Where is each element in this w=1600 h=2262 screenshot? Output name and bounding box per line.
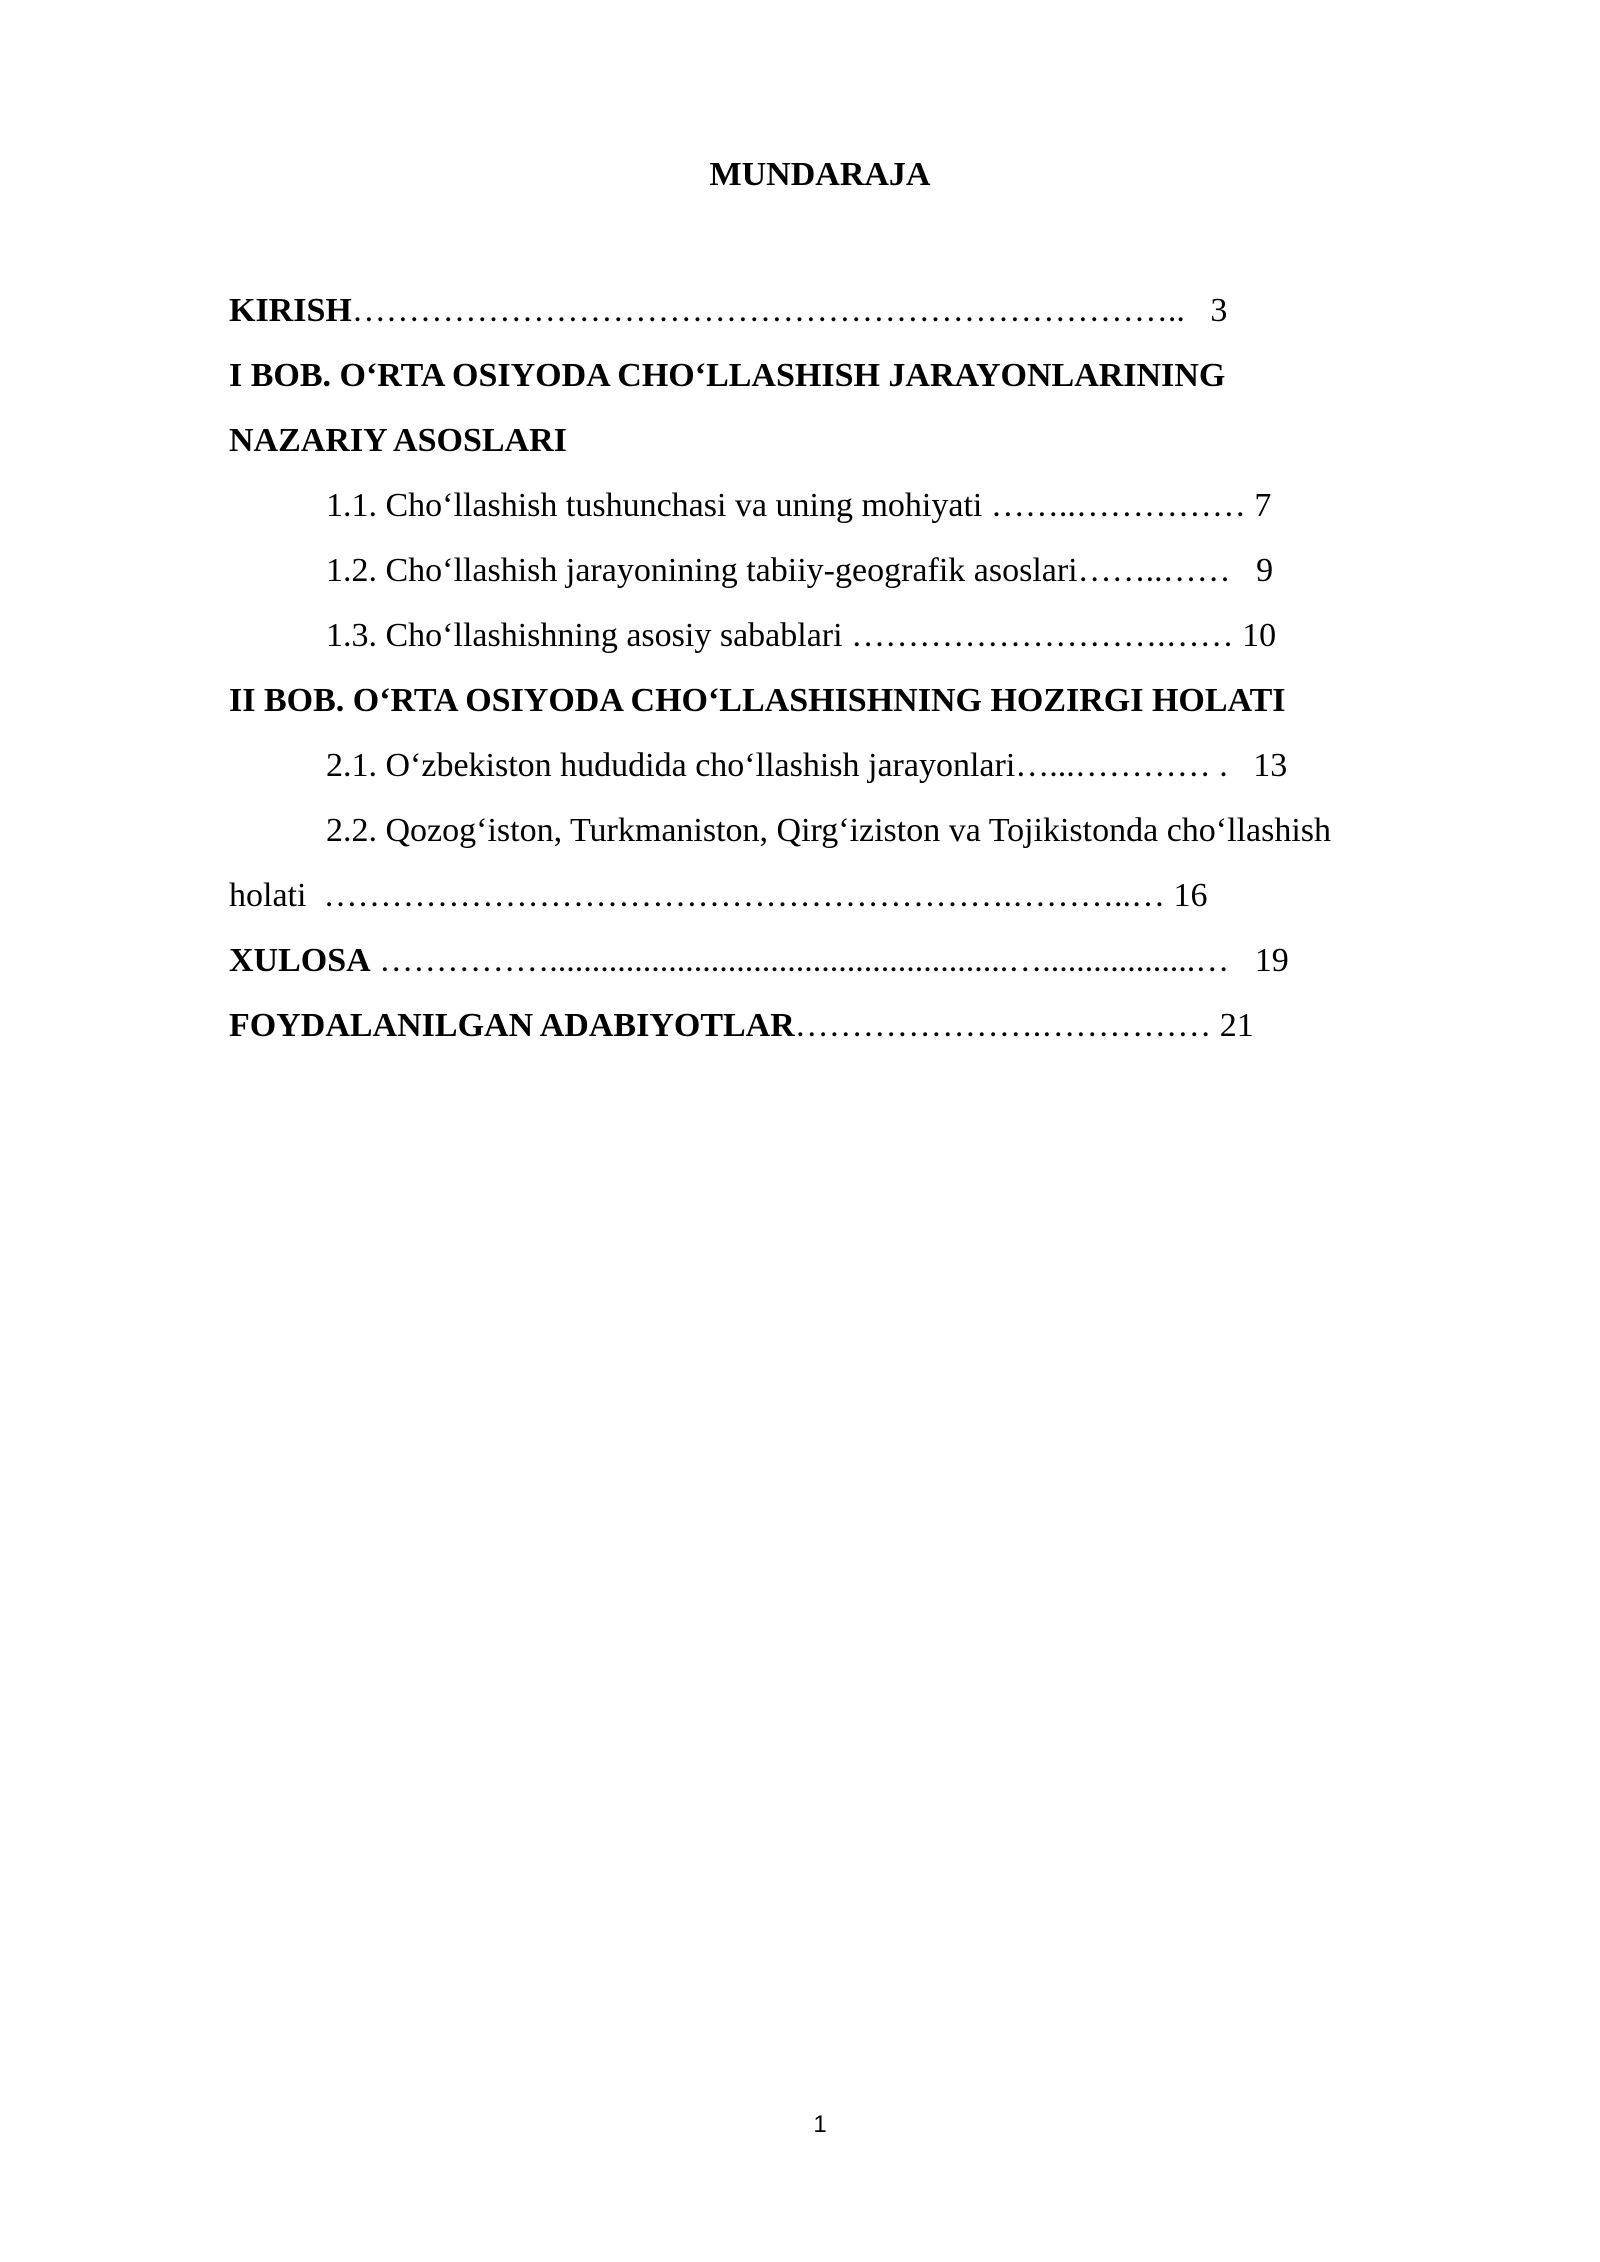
toc-entry-text: 2.1. O‘zbekiston hududida cho‘llashish jarayonlari: [326, 747, 1016, 784]
dot-leader: ……..……………: [990, 487, 1246, 524]
toc-entry-xulosa: [229, 928, 1529, 993]
dot-leader: ……………………….……: [851, 617, 1234, 654]
toc-entry-1-3: [229, 603, 1529, 668]
toc-entry-2-1: [229, 733, 1529, 798]
toc-entry-text: 1.2. Cho‘llashish jarayonining tabiiy-geografik asoslari: [326, 552, 1078, 589]
toc-entry-text: 1.1. Cho‘llashish tushunchasi va uning mohiyati: [326, 487, 983, 524]
toc-chapter-1-line-1: I BOB. O‘RTA OSIYODA CHO‘LLASHISH JARAYONLARINING: [229, 357, 1226, 394]
toc-entry-2-2-line-1: 2.2. Qozog‘iston, Turkmaniston, Qirg‘iziston va Tojikistonda cho‘llashish: [326, 812, 1332, 849]
dot-leader: ……………......................................................…..................…: [379, 942, 1230, 979]
toc-entry-text: holati: [229, 877, 307, 914]
toc-entry-1-1: [229, 473, 1529, 538]
dot-leader: ……..……: [1077, 552, 1231, 589]
toc-page-number: 10: [1242, 617, 1277, 654]
dot-leader: ………………….……………: [794, 1007, 1212, 1044]
toc-entry-label: KIRISH: [229, 292, 352, 329]
toc-entry-references: [229, 993, 1529, 1058]
table-of-contents: [229, 278, 1529, 1058]
toc-page-number: 16: [1173, 877, 1208, 914]
toc-chapter-1-line-2: NAZARIY ASOSLARI: [229, 422, 567, 459]
toc-page-number: 21: [1219, 1007, 1254, 1044]
toc-entry-text: 1.3. Cho‘llashishning asosiy sabablari: [326, 617, 843, 654]
dot-leader: …………………………………………………….………..…: [323, 877, 1165, 914]
toc-page-number: 19: [1254, 942, 1289, 979]
toc-entry-1-2: [229, 538, 1529, 603]
toc-page-number: 7: [1254, 487, 1272, 524]
dot-leader: …...………… .: [1015, 747, 1228, 784]
dot-leader: ………………………………………………………………..: [351, 292, 1185, 329]
toc-entry-label: FOYDALANILGAN ADABIYOTLAR: [229, 1007, 795, 1044]
toc-chapter-2-line-1: II BOB. O‘RTA OSIYODA CHO‘LLASHISHNING HOZIRGI HOLATI: [229, 682, 1286, 719]
page-number: 1: [813, 2111, 827, 2138]
document-title: MUNDARAJA: [709, 156, 931, 193]
toc-entry-kirish: [229, 278, 1529, 343]
toc-page-number: 13: [1253, 747, 1288, 784]
toc-page-number: 3: [1210, 292, 1228, 329]
toc-entry-label: XULOSA: [229, 942, 371, 979]
toc-page-number: 9: [1256, 552, 1274, 589]
toc-entry-2-2-line-2: [229, 863, 1529, 928]
